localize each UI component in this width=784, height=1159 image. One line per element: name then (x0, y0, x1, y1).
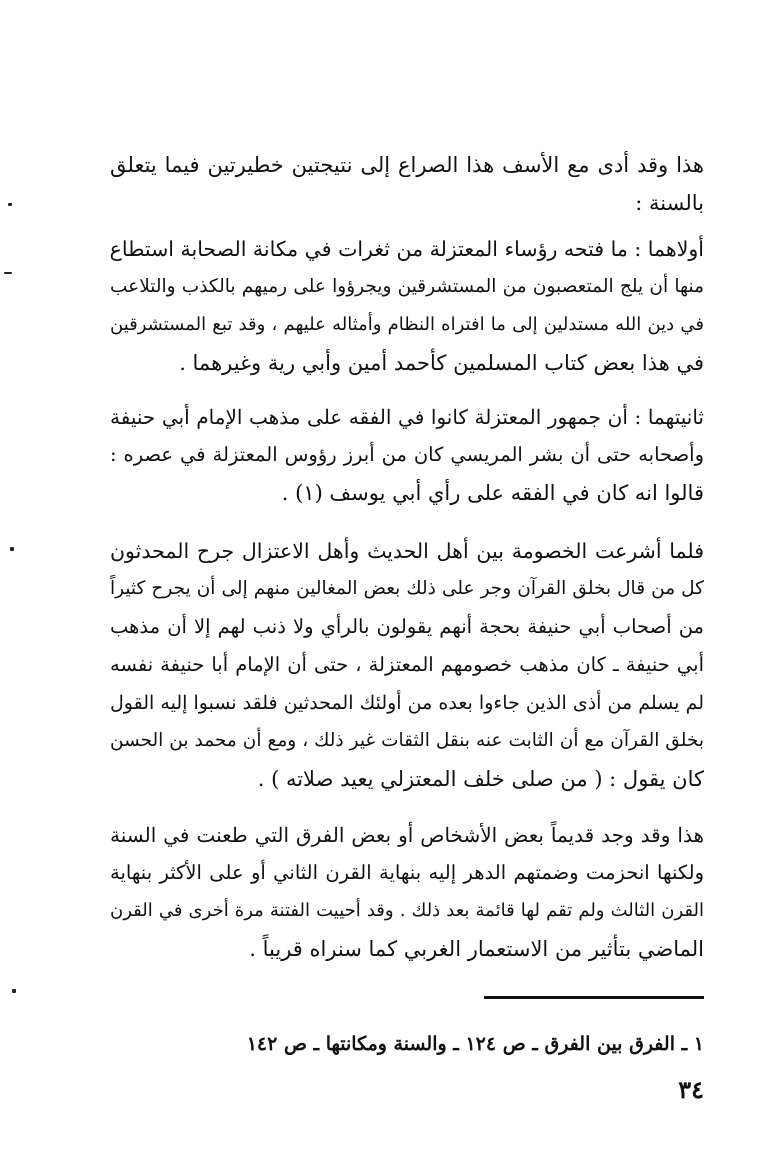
paragraph-line: من أصحاب أبي حنيفة بحجة أنهم يقولون بالرأي ولا ذنب لهم إلا أن مذهب (110, 615, 704, 638)
paragraph-line: وأصحابه حتى أن بشر المريسي كان من أبرز رؤوس المعتزلة في عصره : (110, 443, 704, 466)
paragraph-line: أبي حنيفة ـ كان مذهب خصومهم المعتزلة ، حتى أن الإمام أبا حنيفة نفسه (110, 653, 704, 676)
paragraph-4 (110, 532, 704, 798)
scan-speck (12, 989, 16, 993)
paragraph-3 (110, 398, 704, 512)
paragraph-line: هذا وقد وجد قديماً بعض الأشخاص أو بعض الفرق التي طعنت في السنة (110, 823, 704, 847)
paragraph-line: أولاهما : ما فتحه رؤساء المعتزلة من ثغرات في مكانة الصحابة استطاع (109, 237, 704, 261)
paragraph-5 (110, 816, 704, 968)
paragraph-line: القرن الثالث ولم تقم لها قائمة بعد ذلك . وقد أحييت الفتنة مرة أخرى في القرن (110, 900, 704, 921)
paragraph-line: كان يقول : ( من صلى خلف المعتزلي يعيد صلاته ) . (257, 767, 704, 791)
paragraph-line: فلما أشرعت الخصومة بين أهل الحديث وأهل الاعتزال جرح المحدثون (110, 539, 704, 563)
footnote: ١ ـ الفرق بين الفرق ـ ص ١٢٤ ـ والسنة ومكانتها ـ ص ١٤٢ (246, 1033, 704, 1055)
footnote-separator (484, 996, 704, 999)
paragraph-line: كل من قال بخلق القرآن وجر على ذلك بعض المغالين منهم إلى أن يجرح كثيراً (110, 578, 704, 599)
scan-speck (8, 203, 12, 206)
paragraph-line: بالسنة : (635, 191, 704, 215)
paragraph-line: منها أن يلج المتعصبون من المستشرقين ويجرؤوا على رميهم بالكذب والتلاعب (110, 276, 704, 297)
paragraph-line: قالوا انه كان في الفقه على رأي أبي يوسف (١) . (281, 481, 704, 505)
paragraph-line: ولكنها انحزمت وضمتهم الدهر إليه بنهاية القرن الثاني أو على الأكثر بنهاية (110, 861, 704, 884)
paragraph-line: الماضي بتأثير من الاستعمار الغربي كما سنراه قريباً . (249, 937, 704, 961)
scan-speck (4, 272, 12, 274)
paragraph-line: في هذا بعض كتاب المسلمين كأحمد أمين وأبي رية وغيرهما . (179, 351, 704, 375)
paragraph-line: ثانيتهما : أن جمهور المعتزلة كانوا في الفقه على مذهب الإمام أبي حنيفة (110, 405, 704, 429)
paragraph-1 (110, 146, 704, 222)
paragraph-line: في دين الله مستدلين إلى ما افتراه النظام وأمثاله عليهم ، وقد تبع المستشرقين (110, 314, 704, 335)
paragraph-line: هذا وقد أدى مع الأسف هذا الصراع إلى نتيجتين خطيرتين فيما يتعلق (110, 153, 704, 177)
scan-speck (10, 547, 14, 551)
paragraph-line: لم يسلم من أذى الذين جاءوا بعده من أولئك المحدثين فلقد نسبوا إليه القول (110, 692, 704, 714)
paragraph-2 (110, 230, 704, 382)
paragraph-line: بخلق القرآن مع أن الثابت عنه بنقل الثقات غير ذلك ، ومع أن محمد بن الحسن (110, 730, 704, 751)
page-number: ٣٤ (678, 1075, 704, 1104)
